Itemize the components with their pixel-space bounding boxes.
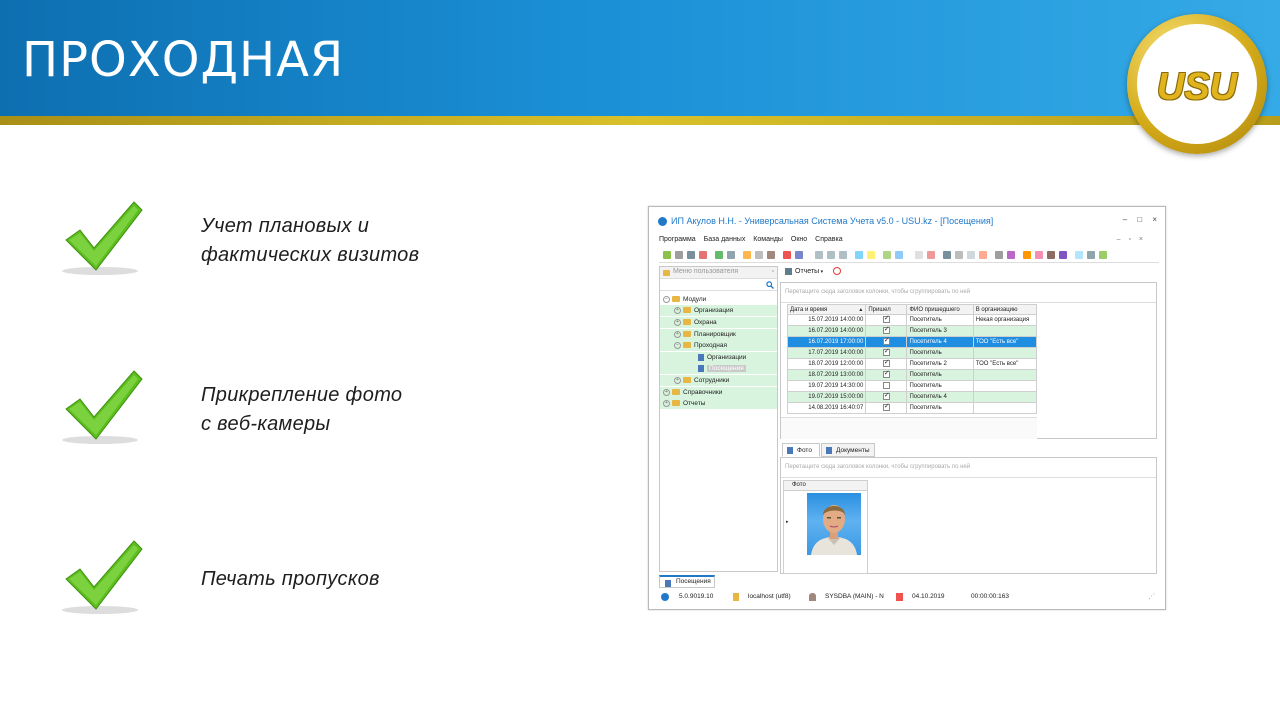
cell-arrived [866,326,907,337]
play-icon[interactable] [1099,251,1107,259]
cell-visitor-name: Посетитель 2 [907,359,973,370]
cell-datetime: 19.07.2019 14:30:00 [788,381,866,392]
cell-organization: ТОО "Есть все" [973,337,1036,348]
inner-close-button[interactable]: × [1138,236,1143,243]
cell-visitor-name: Посетитель [907,403,973,414]
cell-visitor-name: Посетитель [907,370,973,381]
table-row[interactable] [788,381,1037,392]
arrived-checkbox[interactable] [883,327,890,334]
column-header-datetime[interactable]: Дата и время ▲ [788,305,866,315]
document-icon [826,447,832,454]
inner-minimize-button[interactable]: – [1116,236,1121,243]
tree-item-reports[interactable]: + Отчеты [660,398,777,409]
visitor-portrait-icon [807,493,861,555]
folder-icon [683,342,691,348]
slide-title: ПРОХОДНАЯ [22,32,345,88]
menu-bar [659,236,1159,248]
app-window [648,206,1166,610]
photo-table [783,480,868,574]
minimize-button[interactable]: – [1122,215,1128,224]
cell-organization [973,348,1036,359]
arrived-checkbox[interactable] [883,382,890,389]
search-icon[interactable] [727,251,735,259]
add-icon[interactable] [663,251,671,259]
tree-item-modules[interactable]: − Модули [660,294,777,305]
menu-commands[interactable]: Команды [753,236,783,243]
user-menu-header: Меню пользователя ▫ [660,267,777,279]
tab-visits[interactable]: Посещения [659,575,715,588]
cell-arrived [866,348,907,359]
next-icon[interactable] [827,251,835,259]
copy-icon[interactable] [675,251,683,259]
tree-item-organizations[interactable]: Организации [660,352,777,363]
tools-icon[interactable] [1047,251,1055,259]
table-row[interactable] [788,337,1037,348]
tree-item-scheduler[interactable]: + Планировщик [660,329,777,340]
visits-table [787,304,1037,414]
calendar-icon[interactable] [927,251,935,259]
cell-visitor-name: Посетитель [907,315,973,326]
arrived-checkbox[interactable] [883,316,890,323]
grid-footer [781,417,1037,439]
folder-icon [672,389,680,395]
cell-datetime: 18.07.2019 13:00:00 [788,370,866,381]
import-icon[interactable] [895,251,903,259]
cell-organization [973,370,1036,381]
reports-button[interactable]: Отчеты [795,267,820,275]
settings-icon[interactable] [767,251,775,259]
checkmark-icon [60,369,146,445]
status-timer: 00:00:00:163 [971,593,1009,600]
calendar-icon [896,593,903,601]
menu-database[interactable]: База данных [703,236,746,243]
cell-arrived [866,337,907,348]
cell-organization: ТОО "Есть все" [973,359,1036,370]
cell-datetime: 14.08.2019 16:40:07 [788,403,866,414]
user-icon [809,593,816,601]
tree-item-security[interactable]: + Охрана [660,317,777,328]
status-user: SYSDBA (MAIN) - N [825,593,884,600]
box-icon[interactable] [1023,251,1031,259]
table-icon[interactable] [1075,251,1083,259]
table-row[interactable] [788,403,1037,414]
copy-row-icon[interactable] [855,251,863,259]
cell-organization [973,381,1036,392]
arrived-checkbox[interactable] [883,371,890,378]
cell-organization [973,326,1036,337]
tree-item-references[interactable]: + Справочники [660,387,777,398]
logo-text: USU [1156,66,1238,108]
filter-icon[interactable] [743,251,751,259]
folder-icon [683,307,691,313]
database-icon [733,593,739,601]
menu-search-input[interactable] [660,279,777,291]
toolbar [659,249,1159,263]
status-version: 5.0.9019.10 [679,593,714,600]
arrived-checkbox[interactable] [883,338,890,345]
status-bar [659,590,1159,604]
lock-icon[interactable] [1035,251,1043,259]
search-icon [766,281,774,289]
cell-arrived [866,381,907,392]
table-row[interactable] [788,370,1037,381]
visitor-photo [807,493,861,555]
folder-icon [683,377,691,383]
cell-datetime: 18.07.2019 12:00:00 [788,359,866,370]
arrived-checkbox[interactable] [883,404,890,411]
close-button[interactable]: × [1152,215,1157,224]
checkmark-icon [60,539,146,615]
document-icon [698,354,704,361]
delete-icon[interactable] [699,251,707,259]
cell-datetime: 19.07.2019 15:00:00 [788,392,866,403]
visits-grid [780,282,1157,439]
photo-grid [780,457,1157,574]
tree-item-employees[interactable]: + Сотрудники [660,375,777,386]
tab-documents[interactable]: Документы [821,443,875,457]
refresh-icon[interactable] [715,251,723,259]
tree-item-visits[interactable]: Посещения [660,363,777,374]
feature-text: Печать пропусков [201,568,380,590]
document-icon [665,580,671,587]
group-by-hint: Перетащите сюда заголовок колонки, чтобы сгруппировать по ней [781,283,1156,303]
gear-icon[interactable] [995,251,1003,259]
pen-icon[interactable] [1059,251,1067,259]
banner-stripe [0,116,1280,125]
pin-button[interactable]: ▫ [771,268,774,275]
cell-visitor-name: Посетитель [907,348,973,359]
status-date: 04.10.2019 [912,593,945,600]
info-icon[interactable] [955,251,963,259]
cell-visitor-name: Посетитель 4 [907,337,973,348]
note-icon[interactable] [867,251,875,259]
cell-datetime: 16.07.2019 17:00:00 [788,337,866,348]
cell-arrived [866,359,907,370]
column-header-organization[interactable]: В организацию [973,305,1036,315]
cell-datetime: 17.07.2019 14:00:00 [788,348,866,359]
cell-visitor-name: Посетитель [907,381,973,392]
row-indicator-icon: ▸ [786,519,789,525]
folder-icon [672,400,680,406]
info-icon [661,593,669,601]
table-row[interactable] [788,315,1037,326]
window-icon[interactable] [915,251,923,259]
user-menu-panel [659,266,778,572]
cell-visitor-name: Посетитель 4 [907,392,973,403]
usu-logo [1127,14,1267,154]
user-icon[interactable] [943,251,951,259]
column-header-photo: Фото [784,481,867,491]
folder-icon [672,296,680,302]
cell-organization [973,392,1036,403]
cell-datetime: 16.07.2019 14:00:00 [788,326,866,337]
stop-icon[interactable] [833,267,841,275]
menu-window[interactable]: Окно [790,236,808,243]
menu-help[interactable]: Справка [815,236,843,243]
database-icon[interactable] [1087,251,1095,259]
inner-restore-button[interactable]: ▫ [1128,236,1131,243]
feature-text: Учет плановых и фактических визитов [201,215,420,266]
edit-icon[interactable] [687,251,695,259]
window-titlebar [649,207,1165,235]
document-icon [698,365,704,372]
cell-arrived [866,370,907,381]
table-row[interactable] [788,348,1037,359]
reports-toolbar: Отчеты ▾ [785,267,1155,279]
maximize-button[interactable]: □ [1137,215,1143,224]
tree-item-organization[interactable]: + Организация [660,305,777,316]
report-icon [785,268,792,275]
table-row[interactable] [788,392,1037,403]
cell-arrived [866,403,907,414]
status-server: localhost (utf8) [748,593,791,600]
column-header-visitor-name[interactable]: ФИО пришедшего [907,305,973,315]
photo-icon [787,447,793,454]
export-icon[interactable] [883,251,891,259]
folder-icon [683,331,691,337]
help-icon[interactable] [967,251,975,259]
cell-organization [973,403,1036,414]
prev-icon[interactable] [815,251,823,259]
cell-organization: Некая организация [973,315,1036,326]
app-logo-icon [658,217,667,226]
photo-group-hint: Перетащите сюда заголовок колонки, чтобы сгруппировать по ней [781,458,1156,478]
checkmark-icon [60,200,146,276]
window-title: ИП Акулов Н.Н. - Универсальная Система Учета v5.0 - USU.kz - [Посещения] [671,216,994,226]
arrived-checkbox[interactable] [883,360,890,367]
cell-visitor-name: Посетитель 3 [907,326,973,337]
flag-icon[interactable] [783,251,791,259]
list-icon[interactable] [839,251,847,259]
shield-icon[interactable] [979,251,987,259]
clear-filter-icon[interactable] [755,251,763,259]
folder-icon [683,319,691,325]
table-row[interactable] [788,359,1037,370]
menu-program[interactable]: Программа [659,236,696,243]
feature-text: Прикрепление фото с веб-камеры [201,384,403,435]
table-row[interactable] [788,326,1037,337]
tree-item-checkpoint[interactable]: − Проходная [660,340,777,351]
column-header-arrived[interactable]: Пришел [866,305,907,315]
image-icon[interactable] [795,251,803,259]
chart-icon[interactable] [1007,251,1015,259]
resize-grip-icon[interactable]: ⋰ [1148,593,1155,600]
cell-arrived [866,392,907,403]
cell-arrived [866,315,907,326]
arrived-checkbox[interactable] [883,393,890,400]
arrived-checkbox[interactable] [883,349,890,356]
cell-datetime: 15.07.2019 14:00:00 [788,315,866,326]
tab-photo[interactable]: Фото [782,443,820,457]
folder-icon [663,270,670,276]
